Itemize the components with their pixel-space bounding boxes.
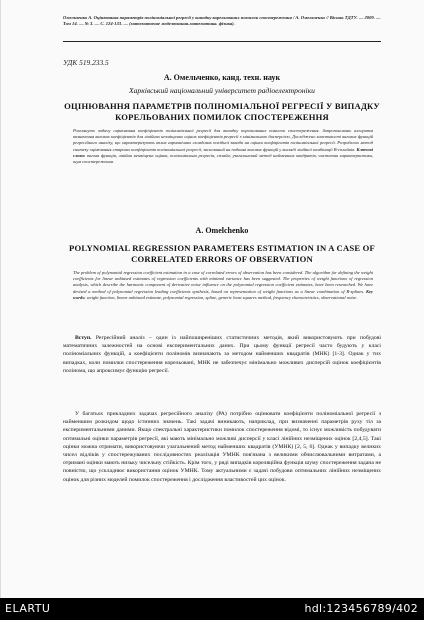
keywords-en-label: Key words: — [73, 288, 374, 300]
abstract-ua — [73, 128, 373, 165]
intro-label: Вступ. — [75, 335, 92, 341]
keywords-en: weight function, linear unbiased estimate, polynomial regression, spline, generic least squares method, frequency characteristics, observational noise. — [86, 294, 358, 300]
header-rule — [63, 41, 381, 42]
intro-paragraph — [63, 334, 381, 375]
title-ua: ОЦІНЮВАННЯ ПАРАМЕТРІВ ПОЛІНОМІАЛЬНОЇ РЕГРЕСІЇ У ВИПАДКУ КОРЕЛЬОВАНИХ ПОМИЛОК СПОСТЕРЕЖЕННЯ — [64, 101, 380, 122]
footer-repository-label: ELARTU — [5, 602, 51, 615]
affiliation-ua: Харківський національний університет радіоелектроніки — [129, 86, 315, 95]
abstract-ua-text: Розглянуто задачу оцінювання коефіцієнтів поліноміальної регресії для випадку корельованих помилок спостереження. Запропоновано алгоритм визначення вагових коефіцієнтів для лінійних незміщених оцінок коефіцієнтів регресії з мінімальною дисперсією. Досліджено властивості вагових функцій регресійного аналізу, що характеризують вплив гармонічних складових похідної завади на оцінки коефіцієнтів поліноміальної регресії. Розроблено метод синтезу оцінювання старших коефіцієнтів поліноміальної регресії, заснований на поданні вагових функцій у вигляді лінійної комбінації B-сплайнів. — [73, 128, 373, 152]
keywords-ua: вагова функція, лінійна незміщена оцінка, поліноміальна регресія, сплайн, узагальнений метод найменших квадратів, частотна характеристика, шум спостереження. — [73, 152, 374, 165]
body-paragraph: У багатьох прикладних задачах регресійного аналізу (РА) потрібно оцінювати коефіцієнти поліноміальної регресії з найменшим розкидом щодо істинних значень. Такі задачі виникають, наприклад, при визначенні параметрів руху тіл за експериментальними даними. Якщо спектральні характеристики помилок спостереження відомі, то існує можливість побудувати оптимальні оцінки параметрів регресії, які мають мінімально можливі дисперсії у класі лінійних незміщених оцінок [2,4,5]. Такі оцінки можна отримати, використовуючи узагальнений метод найменших квадратів (УМНК) [2, 5, 6]. Однак у випадку великих чисел відліків у спостережуваних послідовностях реалізація УМНК пов'язана з великими обчислювальними витратами, а отримані оцінки мають низьку чисельну стійкість. Крім того, у ряді випадків кореляційна функція шуму спостереження задана не повністю, що ускладнює використання оцінок УМНК. Тому актуальними є задачі побудови оптимальних лінійних незміщених оцінок для різних моделей помилок спостереження і дослідження властивостей цих оцінок. — [63, 411, 381, 483]
udk-code: УДК 519.233.5 — [63, 58, 109, 67]
citation-header: Омельченко А. Оцінювання параметрів поліноміальної регресії у випадку корельованих помилок спостереження / А. Омельченко // Вісник ТДТУ. — 2009. — Том 14. — № 3. — С. 124-133. — (математичне моделювання.математика. фізика). — [63, 15, 381, 27]
author-ua: А. Омельченко, канд. техн. наук — [163, 73, 281, 82]
abstract-en-text: The problem of polynomial regression coefficient estimation in a case of correlated errors of observation has been considered. The algorithm for defining the weight coefficients for linear unbiased estimates of regression coefficients with minimal variance has been suggested. The properties of weight functions of regression analysis, which describe the harmonic component of derivative noise influence on the polynomial regression coefficient estimates, have been researched. We have devised a method of polynomial regression leading coefficients synthesis, based on representation of weight functions as a linear combination of B-splines. — [73, 270, 373, 294]
footer-handle-link[interactable]: hdl:123456789/402 — [304, 602, 418, 615]
abstract-en — [73, 270, 373, 301]
intro-text: Регресійний аналіз – один із найпоширеніших статистичних методів, який використовують при побудові математичних залежностей на основі експериментальних даних. При цьому функції регресії часто будують у класі поліноміальних функцій, а коефіцієнти поліномів визначають за методом найменших квадратів (МНК) [1-3]. Однак у тих випадках, коли помилки спостереження корельовані, МНК не забезпечує мінімально можливих дисперсій оцінок коефіцієнтів полінома, що апроксимує функцію регресії. — [63, 335, 381, 374]
title-en: POLYNOMIAL REGRESSION PARAMETERS ESTIMATION IN A CASE OF CORRELATED ERRORS OF OBSERVATION — [69, 243, 375, 264]
author-en: A. Omelchenko — [195, 226, 249, 235]
keywords-ua-label: Ключові слова: — [73, 146, 373, 158]
